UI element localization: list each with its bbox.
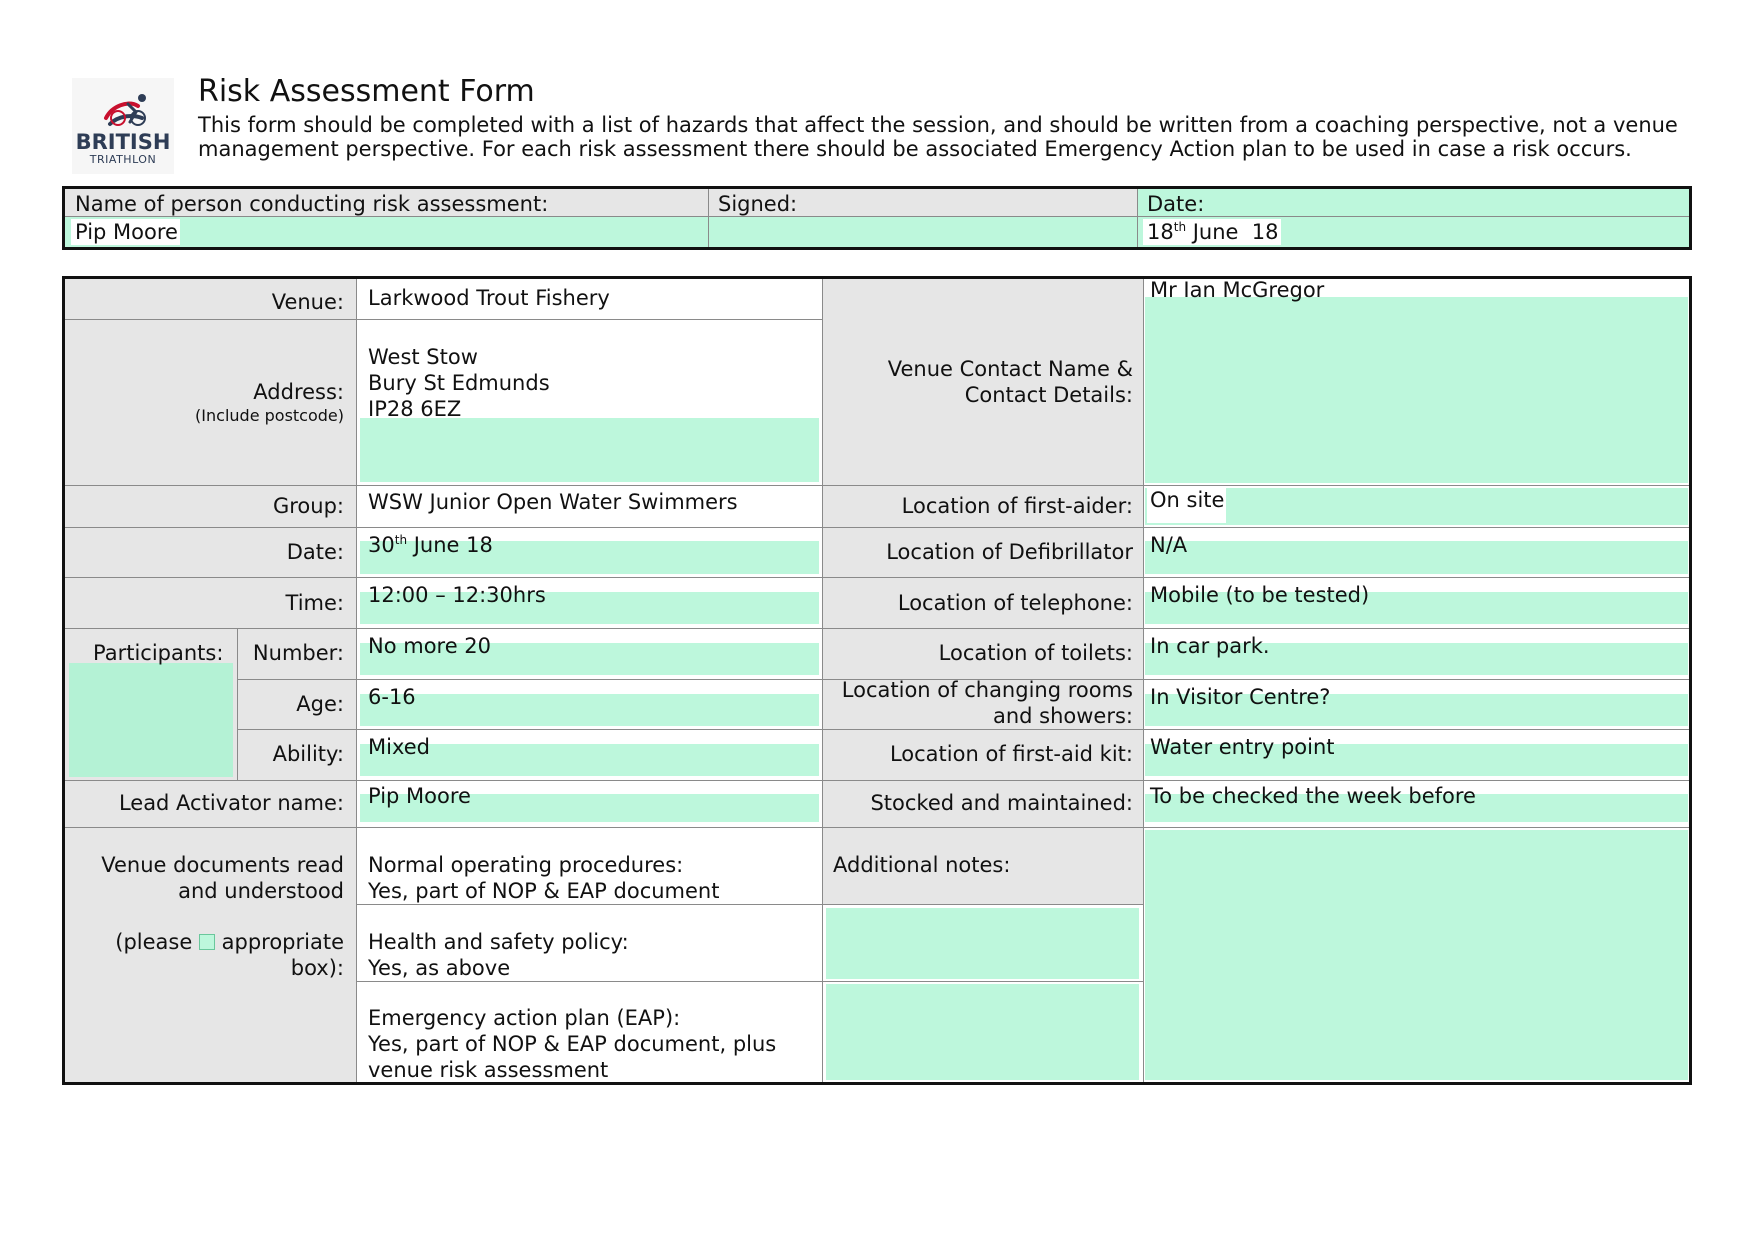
time-value: 12:00 – 12:30hrs [368, 583, 546, 607]
additional-notes-label: Additional notes: [833, 853, 1011, 877]
cyclist-swimmer-runner-icon [72, 78, 174, 132]
please-tick-label: (please appropriate [115, 930, 344, 954]
signed-field[interactable] [709, 217, 1137, 247]
toilets-label: Location of toilets: [938, 641, 1133, 665]
group-label: Group: [272, 494, 344, 518]
checkbox-icon[interactable] [199, 934, 215, 950]
eap-value-2: venue risk assessment [368, 1058, 609, 1082]
venue-contact-value: Mr Ian McGregor [1150, 278, 1325, 302]
number-label: Number: [252, 641, 344, 665]
number-value: No more 20 [368, 634, 492, 658]
venue-value: Larkwood Trout Fishery [368, 286, 610, 310]
venue-contact-field[interactable] [1145, 297, 1688, 483]
defibrillator-field[interactable] [1145, 541, 1688, 574]
session-table [62, 276, 1692, 1085]
ability-label: Ability: [272, 742, 344, 766]
participants-label: Participants: [93, 641, 224, 665]
ability-value: Mixed [368, 735, 430, 759]
additional-notes-field[interactable] [1145, 830, 1688, 1080]
stocked-label: Stocked and maintained: [870, 791, 1133, 815]
assessor-date-value: 18th June 18 [1143, 219, 1281, 245]
page-title: Risk Assessment Form [198, 74, 535, 109]
changing-rooms-value: In Visitor Centre? [1150, 685, 1331, 709]
first-aider-value: On site [1147, 487, 1226, 523]
venue-documents-label-2: and understood [178, 879, 344, 903]
first-aider-label: Location of first-aider: [901, 494, 1133, 518]
lead-activator-label: Lead Activator name: [118, 791, 344, 815]
address-hint: (Include postcode) [195, 406, 344, 425]
stocked-value: To be checked the week before [1150, 784, 1476, 808]
nop-value: Yes, part of NOP & EAP document [368, 879, 720, 903]
venue-label: Venue: [271, 290, 344, 314]
first-aid-kit-value: Water entry point [1150, 735, 1335, 759]
eap-notes-field[interactable] [826, 984, 1139, 1080]
address-line-3: IP28 6EZ [368, 397, 462, 421]
assessor-name-label: Name of person conducting risk assessment: [75, 192, 549, 216]
age-field[interactable] [360, 694, 819, 726]
intro-line-1: This form should be completed with a list of hazards that affect the session, and should be written from a coaching perspective, not a venue [198, 113, 1678, 137]
please-tick-label-end: box): [290, 956, 344, 980]
signed-label: Signed: [718, 192, 798, 216]
session-date-value: 30th June 18 [368, 533, 493, 557]
defibrillator-value: N/A [1150, 533, 1188, 557]
address-field[interactable] [360, 418, 819, 482]
assessor-name-value: Pip Moore [71, 219, 180, 245]
first-aid-kit-label: Location of first-aid kit: [889, 742, 1133, 766]
address-line-2: Bury St Edmunds [368, 371, 550, 395]
telephone-value: Mobile (to be tested) [1150, 583, 1370, 607]
intro-line-2: management perspective. For each risk assessment there should be associated Emergency Action plan to be used in case a risk occurs. [198, 137, 1632, 161]
nop-title: Normal operating procedures: [368, 853, 684, 877]
eap-value-1: Yes, part of NOP & EAP document, plus [368, 1032, 777, 1056]
address-line-1: West Stow [368, 345, 478, 369]
date-header [1138, 189, 1689, 216]
health-safety-value: Yes, as above [368, 956, 511, 980]
health-safety-title: Health and safety policy: [368, 930, 629, 954]
session-date-label: Date: [286, 540, 344, 564]
telephone-label: Location of telephone: [897, 591, 1133, 615]
lead-activator-value: Pip Moore [368, 784, 471, 808]
health-safety-notes-field[interactable] [826, 908, 1139, 979]
changing-rooms-label-2: and showers: [992, 704, 1133, 728]
british-triathlon-logo [72, 78, 174, 174]
venue-contact-label-2: Contact Details: [964, 383, 1133, 407]
participants-notes-field[interactable] [69, 663, 233, 777]
assessor-date-label: Date: [1147, 192, 1205, 216]
logo-subbrand: TRIATHLON [89, 153, 157, 166]
group-value: WSW Junior Open Water Swimmers [368, 490, 738, 514]
defibrillator-label: Location of Defibrillator [886, 540, 1133, 564]
logo-brand: BRITISH [75, 130, 171, 154]
age-label: Age: [296, 692, 344, 716]
toilets-value: In car park. [1150, 634, 1270, 658]
address-label: Address: [253, 380, 344, 404]
time-label: Time: [285, 591, 344, 615]
assessor-table [62, 186, 1692, 250]
changing-rooms-label-1: Location of changing rooms [841, 678, 1133, 702]
eap-title: Emergency action plan (EAP): [368, 1006, 681, 1030]
venue-contact-label-1: Venue Contact Name & [887, 357, 1133, 381]
age-value: 6-16 [368, 685, 416, 709]
venue-documents-label-1: Venue documents read [101, 853, 344, 877]
